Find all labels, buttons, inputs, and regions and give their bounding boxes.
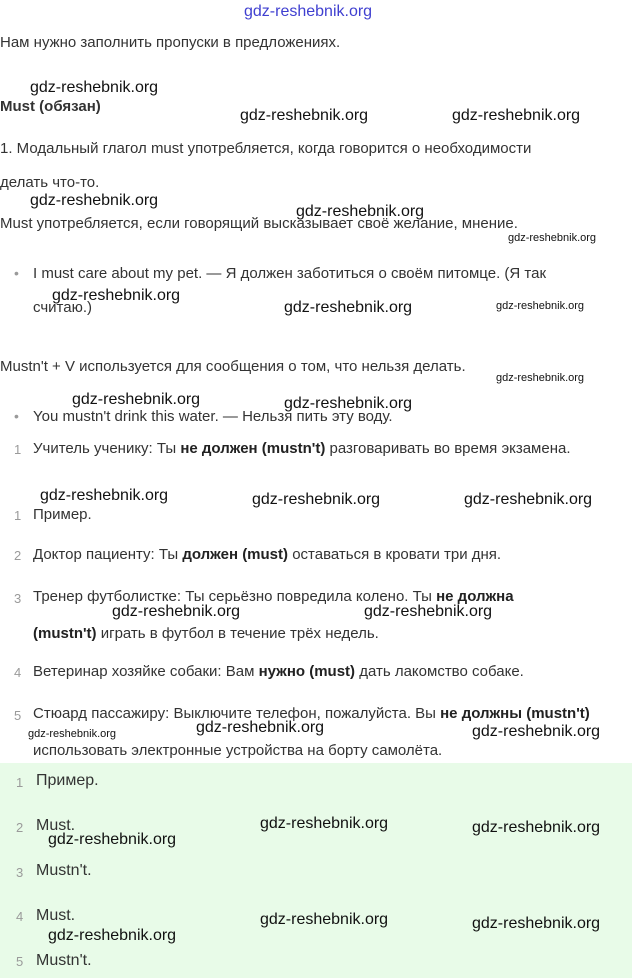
- watermark: gdz-reshebnik.org: [40, 487, 169, 504]
- watermark: gdz-reshebnik.org: [496, 300, 585, 312]
- watermark: gdz-reshebnik.org: [260, 911, 389, 928]
- answer-number: 1: [16, 775, 24, 790]
- task-text: Доктор пациенту: Ты: [33, 546, 183, 563]
- task-text: Ветеринар хозяйке собаки: Вам: [33, 663, 259, 680]
- task-answer: нужно (must): [258, 663, 356, 680]
- watermark: gdz-reshebnik.org: [48, 927, 177, 944]
- watermark: gdz-reshebnik.org: [296, 203, 425, 220]
- task-number: 1: [14, 442, 22, 457]
- bullet-icon: •: [14, 265, 19, 281]
- watermark-top: gdz-reshebnik.org: [244, 3, 373, 20]
- task-number: 4: [14, 665, 22, 680]
- watermark: gdz-reshebnik.org: [284, 395, 413, 412]
- task-text: Учитель ученику: Ты: [33, 440, 181, 457]
- task-text: Пример.: [33, 506, 92, 523]
- watermark: gdz-reshebnik.org: [30, 79, 159, 96]
- answer-text: Mustn't.: [36, 952, 92, 969]
- answer-number: 4: [16, 909, 24, 924]
- watermark: gdz-reshebnik.org: [52, 287, 181, 304]
- task-text: дать лакомство собаке.: [355, 663, 524, 680]
- rule-2: Must употребляется, если говорящий высказывает своё желание, мнение.: [0, 215, 518, 232]
- answer-box: [0, 763, 632, 978]
- watermark: gdz-reshebnik.org: [30, 192, 159, 209]
- task-text: Тренер футболистке: Ты серьёзно повредила колено. Ты: [33, 588, 437, 605]
- watermark: gdz-reshebnik.org: [252, 491, 381, 508]
- watermark: gdz-reshebnik.org: [240, 107, 369, 124]
- task-number: 1: [14, 508, 22, 523]
- example-1-line-2: считаю.): [33, 299, 92, 316]
- watermark: gdz-reshebnik.org: [284, 299, 413, 316]
- watermark: gdz-reshebnik.org: [452, 107, 581, 124]
- rule-1-line-2: делать что-то.: [0, 174, 100, 191]
- watermark: gdz-reshebnik.org: [472, 819, 601, 836]
- task-number: 5: [14, 708, 22, 723]
- task-item: [33, 430, 573, 467]
- watermark: gdz-reshebnik.org: [48, 831, 177, 848]
- intro-text: Нам нужно заполнить пропуски в предложениях.: [0, 34, 341, 51]
- task-answer: должен (must): [182, 546, 289, 563]
- watermark: gdz-reshebnik.org: [112, 603, 241, 620]
- watermark: gdz-reshebnik.org: [472, 915, 601, 932]
- task-text: разговаривать во время экзамена.: [325, 440, 571, 457]
- task-answer: не должен (mustn't): [180, 440, 326, 457]
- task-text: Стюард пассажиру: Выключите телефон, пожалуйста. Вы: [33, 705, 441, 722]
- rule-3: Mustn't + V используется для сообщения о том, что нельзя делать.: [0, 358, 466, 375]
- watermark: gdz-reshebnik.org: [508, 232, 597, 244]
- watermark: gdz-reshebnik.org: [364, 603, 493, 620]
- bullet-icon: •: [14, 408, 19, 424]
- task-answer: не должна (mustn't): [33, 588, 514, 642]
- watermark: gdz-reshebnik.org: [464, 491, 593, 508]
- answer-number: 2: [16, 820, 24, 835]
- watermark: gdz-reshebnik.org: [472, 723, 601, 740]
- task-answer: не должны (mustn't): [440, 705, 590, 722]
- watermark: gdz-reshebnik.org: [260, 815, 389, 832]
- task-item: [33, 653, 623, 690]
- answer-number: 3: [16, 865, 24, 880]
- task-text: оставаться в кровати три дня.: [288, 546, 502, 563]
- answer-text: Пример.: [36, 772, 99, 789]
- rule-1-line-1: 1. Модальный глагол must употребляется, когда говорится о необходимости: [0, 140, 532, 157]
- watermark: gdz-reshebnik.org: [72, 391, 201, 408]
- watermark: gdz-reshebnik.org: [496, 372, 585, 384]
- task-item: [33, 536, 623, 573]
- answer-text: Must.: [36, 817, 76, 834]
- example-2: You mustn't drink this water. — Нельзя пить эту воду.: [33, 408, 393, 425]
- answer-text: Must.: [36, 907, 76, 924]
- task-number: 2: [14, 548, 22, 563]
- heading-must: Must (обязан): [0, 98, 101, 115]
- watermark: gdz-reshebnik.org: [28, 728, 117, 740]
- watermark: gdz-reshebnik.org: [196, 719, 325, 736]
- task-text: играть в футбол в течение трёх недель.: [96, 625, 379, 642]
- task-text: использовать электронные устройства на борту самолёта.: [33, 742, 443, 759]
- answer-text: Mustn't.: [36, 862, 92, 879]
- answer-number: 5: [16, 954, 24, 969]
- example-1-line-1: I must care about my pet. — Я должен заботиться о своём питомце. (Я так: [33, 265, 547, 282]
- task-number: 3: [14, 591, 22, 606]
